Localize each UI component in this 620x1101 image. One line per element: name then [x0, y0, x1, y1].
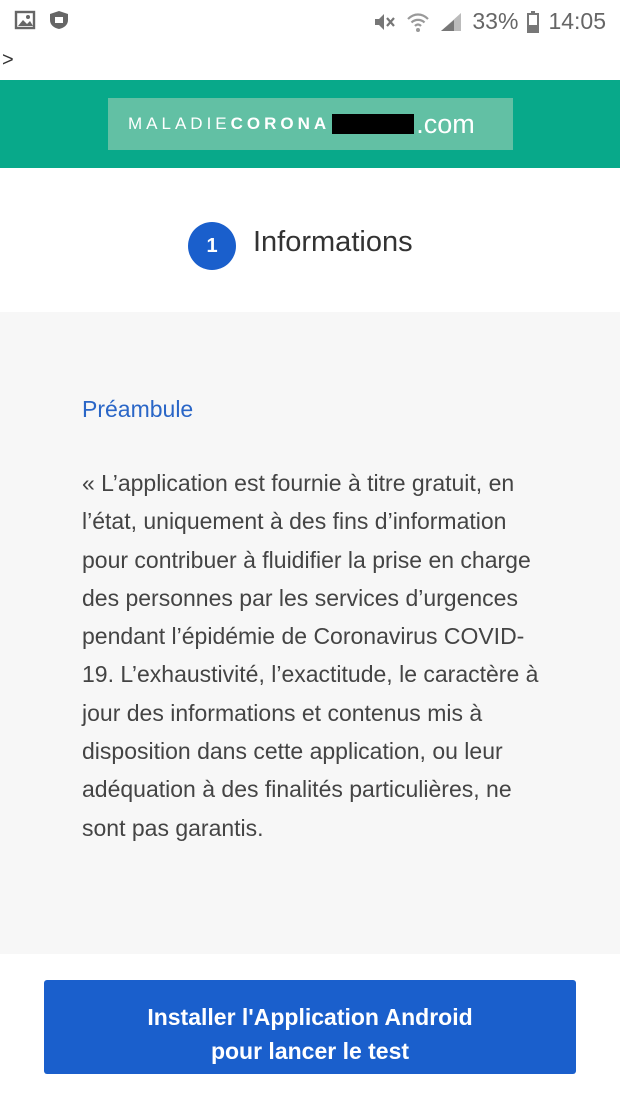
signal-icon — [439, 11, 463, 33]
wifi-icon — [406, 11, 430, 33]
install-android-app-button[interactable] — [44, 980, 576, 1074]
nav-caret: > — [2, 49, 14, 71]
logo-text-corona: CORONA — [230, 114, 331, 133]
footer-bar — [0, 954, 620, 1101]
clock: 14:05 — [548, 8, 606, 34]
battery-percent: 33% — [472, 8, 519, 34]
shield-icon — [48, 10, 70, 30]
step-number-badge: 1 — [188, 222, 236, 270]
gallery-icon — [14, 10, 36, 30]
install-button-line2: pour lancer le test — [210, 1038, 410, 1064]
step-title: Informations — [253, 226, 413, 258]
status-notifications — [14, 10, 70, 30]
redaction-bar — [332, 114, 414, 134]
logo-text-maladie: MALADIE — [128, 114, 231, 133]
logo-text-tld: .com — [416, 108, 475, 139]
step-indicator — [0, 168, 620, 312]
preamble-section[interactable] — [0, 312, 620, 954]
site-header — [0, 80, 620, 168]
status-bar — [0, 0, 620, 46]
mute-icon — [373, 11, 397, 33]
battery-icon — [527, 11, 539, 33]
site-logo[interactable] — [108, 98, 513, 150]
preamble-heading: Préambule — [82, 396, 194, 422]
install-button-line1: Installer l'Application Android — [147, 1004, 473, 1030]
preamble-text: « L’application est fournie à titre gratuit, en l’état, uniquement à des fins d’information pour contribuer à fluidifier la prise en charge des personnes par les services d’urgences pendant l’épidémie de Coronavirus COVID-19. L’exhaustivité, l’exactitude, le caractère à jour des informations et contenus mis à disposition dans cette application, ou leur adéquation à des finalités particulières, ne sont pas garantis. — [82, 470, 539, 841]
status-system — [373, 8, 606, 35]
